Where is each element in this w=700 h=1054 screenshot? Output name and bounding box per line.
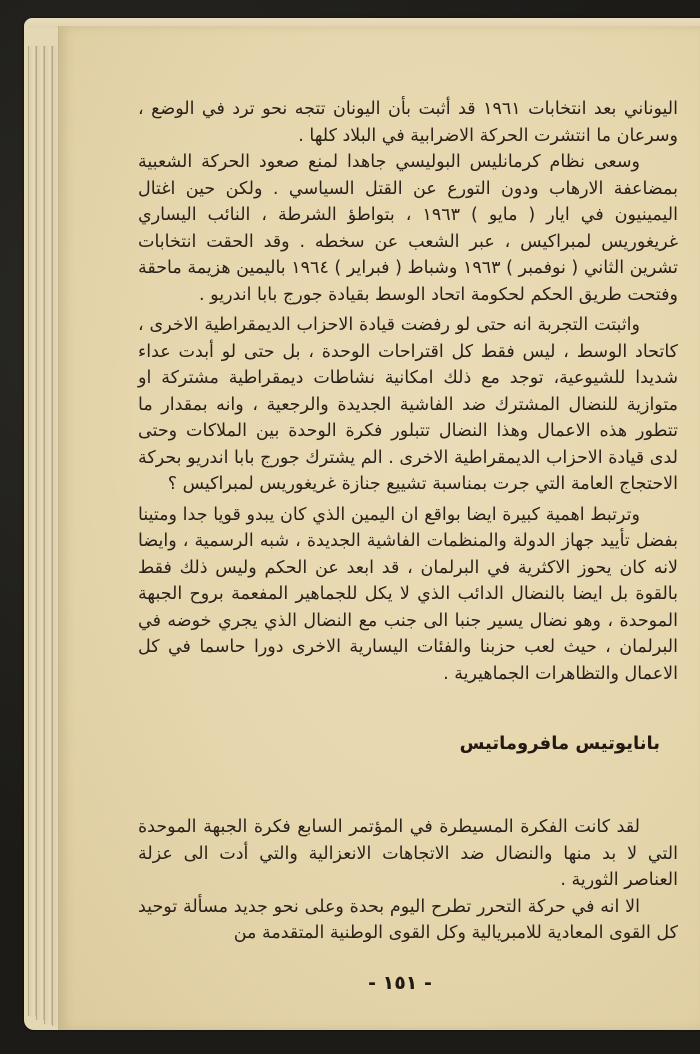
page-edge (44, 46, 52, 1024)
page-edge (28, 46, 36, 1016)
author-name: بانايوتيس مافروماتيس (459, 733, 660, 754)
paragraph: اليوناني بعد انتخابات ١٩٦١ قد أثبت بأن اليونان تتجه نحو ترد في الوضع ، وسرعان ما انتشرت الحركة الاضرابية في البلاد كلها . (138, 99, 678, 146)
paragraph: وترتبط اهمية كبيرة ايضا بواقع ان اليمين الذي كان يبدو قويا جدا ومتينا بفضل تأييد جهاز الدولة والمنظمات الفاشية الجديدة ، شبه الرسمية ، وايضا لانه كان يحوز الاكثرية في البرلمان ، قد ابعد عن الحكم وليس ذلك فقط بالقوة بل ايضا بالنضال الدائب الذي لا يكل للجماهير المفعمة بروح الجبهة الموحدة ، وهو نضال يسير جنبا الى جنب مع النضال الذي يجري خوضه في البرلمان ، حيث لعب حزبنا والفئات اليسارية الاخرى دورا حاسما في كل الاعمال والتظاهرات الجماهيرية . (138, 504, 678, 684)
page-edge (36, 46, 44, 1020)
page-number: - ١٥١ - (368, 972, 432, 994)
paragraph: لقد كانت الفكرة المسيطرة في المؤتمر السابع فكرة الجبهة الموحدة التي لا بد منها والنضال ضد الاتجاهات الانعزالية والتي أدت الى عزلة العناصر الثورية . (138, 817, 678, 890)
paragraph: واثبتت التجربة انه حتى لو رفضت قيادة الاحزاب الديمقراطية الاخرى ، كاتحاد الوسط ، ليس فقط كل اقتراحات الوحدة ، بل حتى لو أبدت عداء شديدا للشيوعية، توجد مع ذلك امكانية نشاطات ديمقراطية مشتركة او متوازية للنضال المشترك ضد الفاشية الجديدة والرجعية ، وانه بمقدار ما تتطور هذه الاعمال وهذا النضال تتبلور فكرة الوحدة بين الملاكات وحتى لدى قيادة الاحزاب الديمقراطية الاخرى . الم يشترك جورج بابا اندريو بحركة الاحتجاج العامة التي جرت بمناسبة تشييع جنازة غريغوريس لمبراكيس ؟ (138, 315, 678, 494)
paragraph: الا انه في حركة التحرر تطرح اليوم بحدة وعلى نحو جديد مسألة توحيد كل القوى المعادية للامبريالية وكل القوى الوطنية المتقدمة من (138, 896, 678, 943)
body-text-section-2 (138, 814, 678, 947)
author-heading (160, 733, 680, 754)
body-text-section-1 (138, 96, 678, 687)
paragraph: وسعى نظام كرمانليس البوليسي جاهدا لمنع صعود الحركة الشعبية بمضاعفة الارهاب ودون التورع عن القتل السياسي . ولكن حين اغتال اليمينيون في ايار ( مايو ) ١٩٦٣ ، بتواطؤ الشرطة ، النائب اليساري غريغوريس لمبراكيس ، عبر الشعب عن سخطه . وقد الحقت انتخابات تشرين الثاني ( نوفمبر ) ١٩٦٣ وشباط ( فبراير ) ١٩٦٤ باليمين هزيمة ماحقة وفتحت طريق الحكم لحكومة اتحاد الوسط بقيادة جورج بابا اندريو . (138, 152, 678, 305)
